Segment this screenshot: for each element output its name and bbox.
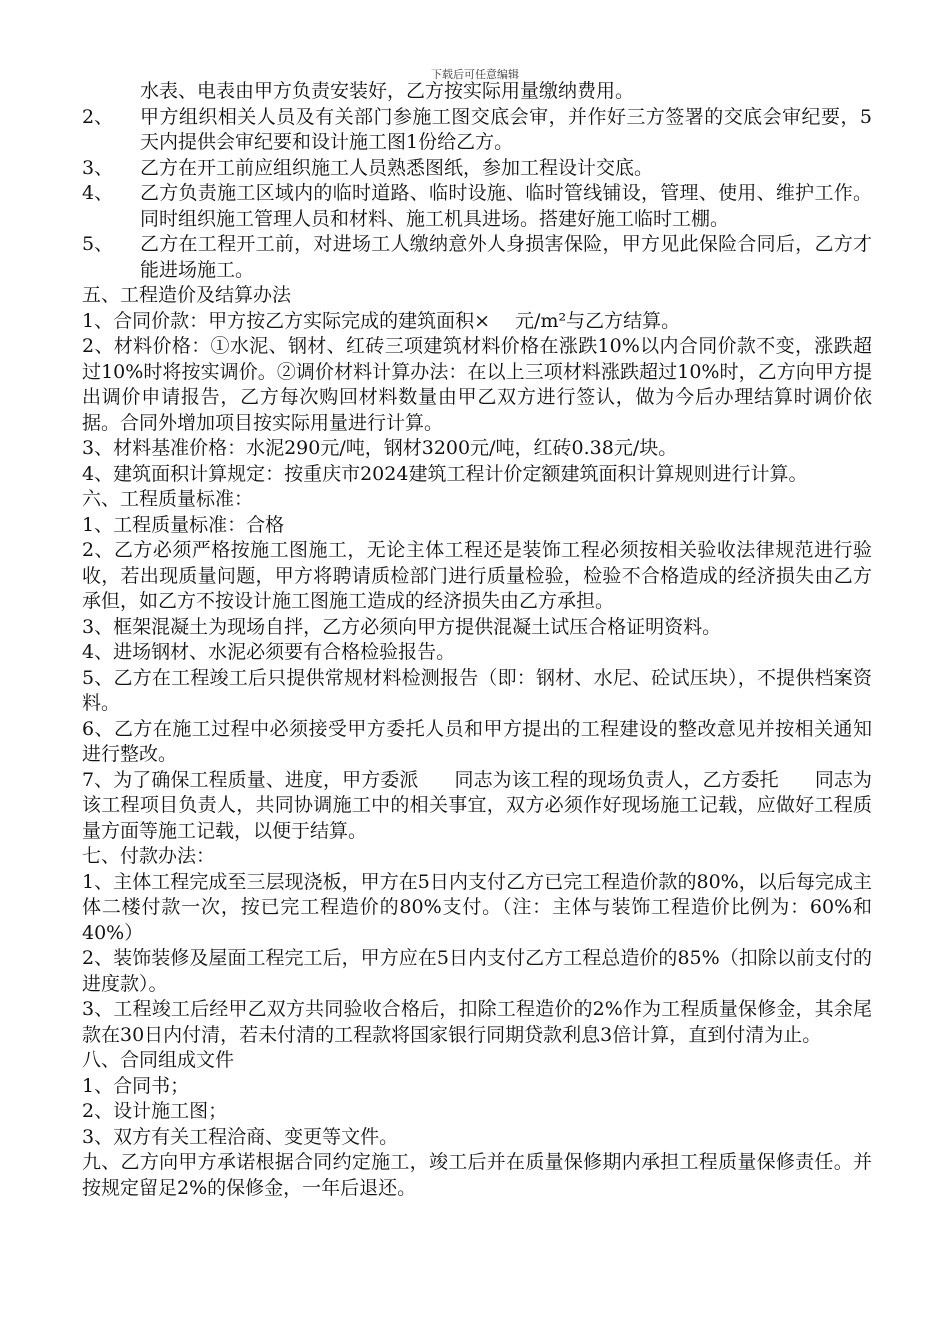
paragraph: [82, 768, 872, 845]
item-text: 乙方在开工前应组织施工人员熟悉图纸，参加工程设计交底。: [140, 156, 654, 179]
item-text: 甲方组织相关人员及有关部门参施工图交底会审，并作好三方签署的交底会审纪要，5天内提供会审纪要和设计施工图1份给乙方。: [140, 105, 872, 153]
paragraph: 3、双方有关工程洽商、变更等文件。: [82, 1125, 399, 1148]
paragraph: 1、合同价款：甲方按乙方实际完成的建筑面积× 元/m²与乙方结算。: [82, 309, 681, 332]
paragraph: 1、工程质量标准：合格: [82, 513, 285, 536]
paragraph: 4、建筑面积计算规定：按重庆市2024建筑工程计价定额建筑面积计算规则进行计算。: [82, 462, 808, 485]
paragraph: 1、合同书；: [82, 1074, 190, 1097]
list-item: [82, 232, 872, 283]
item-number: 4、: [82, 182, 114, 204]
section-heading: 五、工程造价及结算办法: [82, 284, 292, 306]
paragraph: 2、材料价格：①水泥、钢材、红砖三项建筑材料价格在涨跌10%以内合同价款不变，涨跌超过10%时将按实调价。②调价材料计算办法：在以上三项材料涨跌超过10%时，乙方向甲方提出调价申请报告，乙方每次购回材料数量由甲乙双方进行签认，做为今后办理结算时调价依据。合同外增加项目按实际用量进行计算。: [82, 335, 872, 434]
paragraph: 2、设计施工图；: [82, 1100, 228, 1122]
item-text: 乙方负责施工区域内的临时道路、临时设施、临时管线铺设，管理、使用、维护工作。同时组织施工管理人员和材料、施工机具进场。搭建好施工临时工棚。: [140, 182, 872, 230]
paragraph: 3、材料基准价格：水泥290元/吨，钢材3200元/吨，红砖0.38元/块。: [82, 437, 678, 459]
list-item: [82, 156, 872, 182]
paragraph: 2、装饰装修及屋面工程完工后，甲方应在5日内支付乙方工程总造价的85%（扣除以前支付的进度款）。: [82, 947, 872, 995]
paragraph: 1、主体工程完成至三层现浇板，甲方在5日内支付乙方已完工程造价款的80%，以后每完成主体二楼付款一次，按已完工程造价的80%支付。（注：主体与装饰工程造价比例为：60%和40%）: [82, 870, 872, 944]
contract-page: [82, 79, 872, 1201]
section-heading: 八、合同组成文件: [82, 1049, 235, 1071]
paragraph: 3、工程竣工后经甲乙双方共同验收合格后，扣除工程造价的2%作为工程质量保修金，其余尾款在30日内付清，若未付清的工程款将国家银行同期贷款利息3倍计算，直到付清为止。: [82, 998, 872, 1046]
list-item: [82, 105, 872, 156]
page-header-note: 下载后可任意编辑: [431, 68, 519, 81]
item-number: 2、: [82, 105, 114, 128]
paragraph-part: 7、为了确保工程质量、进度，甲方委派: [82, 768, 419, 791]
item-number: 3、: [82, 156, 114, 179]
paragraph: 3、框架混凝土为现场自拌，乙方必须向甲方提供混凝土试压合格证明资料。: [82, 615, 722, 638]
list-item: [82, 181, 872, 232]
section-heading: 七、付款办法：: [82, 845, 216, 867]
paragraph: 5、乙方在工程竣工后只提供常规材料检测报告（即：钢材、水尼、砼试压块），不提供档案资料。: [82, 666, 872, 714]
continuation-line: 水表、电表由甲方负责安装好，乙方按实际用量缴纳费用。: [140, 80, 635, 102]
paragraph: 4、进场钢材、水泥必须要有合格检验报告。: [82, 641, 456, 663]
item-number: 5、: [82, 233, 114, 255]
paragraph: 6、乙方在施工过程中必须接受甲方委托人员和甲方提出的工程建设的整改意见并按相关通知进行整改。: [82, 717, 872, 765]
paragraph: 九、乙方向甲方承诺根据合同约定施工，竣工后并在质量保修期内承担工程质量保修责任。并按规定留足2%的保修金，一年后退还。: [82, 1151, 872, 1199]
section-heading: 六、工程质量标准：: [82, 488, 254, 510]
item-text: 乙方在工程开工前，对进场工人缴纳意外人身损害保险，甲方见此保险合同后，乙方才能进场施工。: [140, 233, 872, 281]
paragraph-part: 同志为该工程的现场负责人，乙方委托: [454, 768, 779, 791]
paragraph-part: 同志为该工程项目负责人，共同协调施工中的相关事宜，双方必须作好现场施工记载，应做好工程质量方面等施工记载，以便于结算。: [82, 768, 872, 842]
paragraph: 2、乙方必须严格按施工图施工，无论主体工程还是装饰工程必须按相关验收法律规范进行验收，若出现质量问题，甲方将聘请质检部门进行质量检验，检验不合格造成的经济损失由乙方承但，如乙方不按设计施工图施工造成的经济损失由乙方承担。: [82, 539, 872, 612]
